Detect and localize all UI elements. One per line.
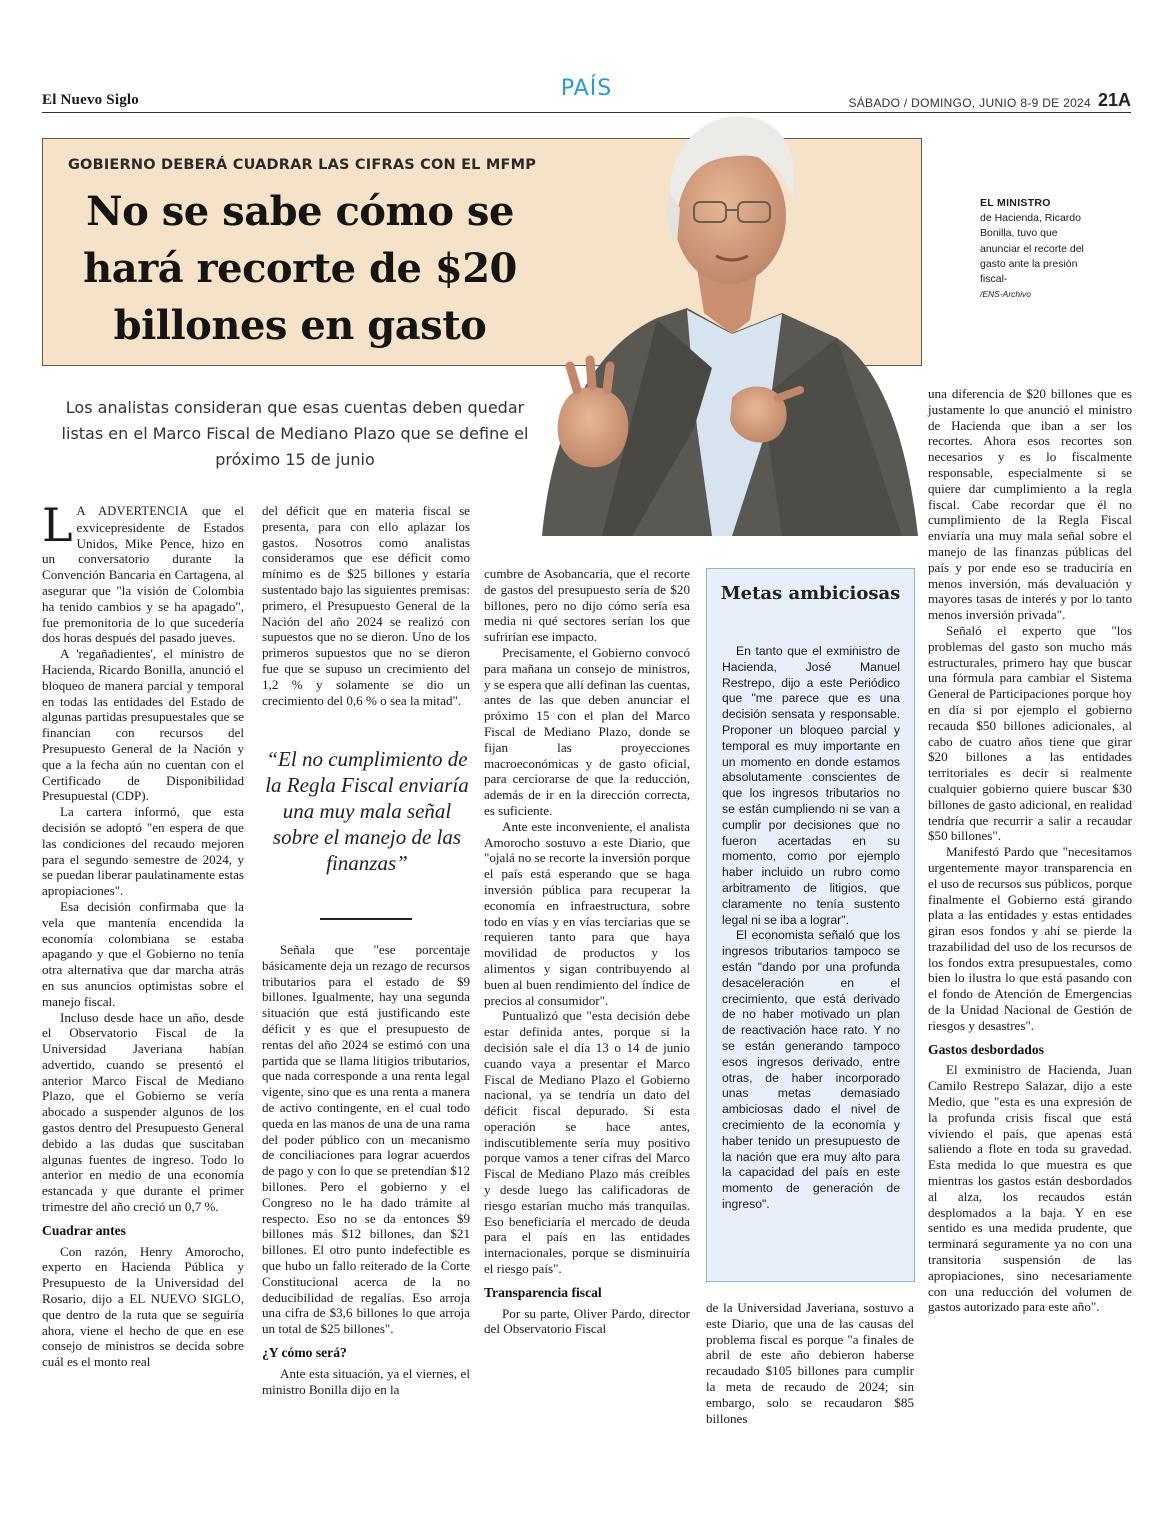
lead-caps: A ADVERTENCIA [76, 504, 189, 518]
paragraph: A 'regañadientes', el ministro de Hacienda, Ricardo Bonilla, anunció el bloqueo de manera parcial y temporal en todas las entidades del Estado de algunas partidas presupuestales que se financian con recursos del Presupuesto General de la Nación y que a la fecha aún no cuentan con el Certificado de Disponibilidad Presupuestal (CDP). [42, 646, 244, 804]
column-2-bottom [262, 942, 470, 1397]
paragraph: La cartera informó, que esta decisión se adoptó "en espera de que las condiciones del recaudo mejoren para el segundo semestre de 2024, y se puedan liberar paulatinamente estas apropiaciones". [42, 804, 244, 899]
page-number: 21A [1097, 90, 1131, 110]
subhead: ¿Y cómo será? [262, 1344, 347, 1360]
subhead: Cuadrar antes [42, 1222, 126, 1238]
paragraph: Esa decisión confirmaba que la vela que mantenía encendida la economía colombiana se estaba apagando y que el Gobierno no tenía otra alternativa que dar marcha atrás en sus anuncios optimistas sobre el manejo fiscal. [42, 898, 244, 1009]
subhead: Transparencia fiscal [484, 1284, 602, 1300]
paragraph: Con razón, Henry Amorocho, experto en Hacienda Pública y Presupuesto de la Universidad del Rosario, dijo a EL NUEVO SIGLO, que dentro de la ruta que se seguiría ahora, viene el hecho de que en ese consejo de ministros se decida sobre cuál es el monto real [42, 1243, 244, 1370]
paragraph: Manifestó Pardo que "necesitamos urgentemente mayor transparencia en el uso de recursos sus públicos, porque finalmente el Gobierno está girando plata a las entidades y estas entidades giran esos fondos y ahí se pierde la trazabilidad del uso de los recursos de los fondos extra presupuestales, como bien lo ilustra lo que está pasando con el fondo de Atención de Emergencias de la Unidad Nacional de Gestión de riesgos y desastres". [928, 844, 1133, 1033]
column-4-bottom [706, 1300, 914, 1426]
headline: No se sabe cómo se hará recorte de $20 billones en gasto [83, 188, 517, 349]
paragraph: Señala que "ese porcentaje básicamente deja un rezago de recursos tributarios para el estado de $9 billones. Igualmente, hay una segunda situación que está justificando este déficit y es que el presupuesto de rentas del año 2024 se estimó con una partida que se llama litigios tributarios, que nada corresponde a una renta legal vigente, sino que es una renta a manera de activo contingente, en el cual todo queda en las manos de una de una rama del poder público con un mecanismo de conciliaciones para lograr acuerdos de pago y con lo que se pretendían $12 billones. Pero el gobierno y el Congreso no le ha dado trámite al respecto. Eso no se da entonces $9 billones más $12 billones, dan $21 billones. El otro punto indefectible es que hubo un fallo reiterado de la Corte Constitucional acerca de la no deducibilidad de regalías. Eso arroja una cifra de $3,6 billones lo que arroja un total de $25 billones". [262, 942, 470, 1337]
caption-text: de Hacienda, Ricardo Bonilla, tuvo que anunciar el recorte del gasto ante la presión fiscal- [980, 212, 1084, 286]
column-1 [42, 498, 244, 1370]
paragraph: Ante este inconveniente, el analista Amorocho sostuvo a este Diario, que "ojalá no se recorte la inversión porque el país está esperando que se haga inversión pública para recuperar la economía en infraestructura, sobre todo en vías y en vías terciarias que se requieren tanto para que haya movilidad de productos y los alimentos y sigan contribuyendo al buen al buen rendimiento del índice de precios al consumidor". [484, 818, 690, 1008]
paragraph: Precisamente, el Gobierno convocó para mañana un consejo de ministros, y se espera que allí definan las cuentas, antes de las que deben anunciar el próximo 15 con el plan del Marco Fiscal de Mediano Plazo, donde se fijan las proyecciones macroeconómicas y de gasto oficial, para cerciorarse de que la reducción, además de ir en la dirección correcta, es suficiente. [484, 644, 690, 818]
kicker: GOBIERNO DEBERÁ CUADRAR LAS CIFRAS CON EL MFMP [67, 157, 537, 173]
drop-cap: L [42, 498, 73, 552]
paragraph [42, 498, 244, 646]
paragraph: El economista señaló que los ingresos tributarios tampoco se están "dando por una profunda desaceleración en el crecimiento, que está derivado de no haber motivado un plan de reactivación hace rato. Y no se están generando tampoco esos ingresos derivado, entre otras, de haber incorporado unas metas demasiado ambiciosas dado el nivel de crecimiento de la economía y haber tenido un presupuesto de la nación que era muy alto para la capacidad del país en este momento de generación de ingreso". [722, 928, 900, 1211]
pull-quote-rule [320, 918, 412, 920]
minister-photo [482, 98, 918, 536]
paragraph: Puntualizó que "esta decisión debe estar definida antes, porque si la decisión sale el día 13 o 14 de junio cuando vaya a presentar el Marco Fiscal de Mediano Plazo el Gobierno nacional, ya se tendría un dato del déficit fiscal depurado. Si esta operación se hace antes, indiscutiblemente sería muy positivo porque vamos a tener cifras del Marco Fiscal de Mediano Plazo más creíbles y desde luego las calificadoras de riesgo estarían mucho más tranquilas. Eso beneficiaría el mercado de deuda para el país en las entidades internacionales, porque se disminuiría el riesgo país". [484, 1008, 690, 1277]
paragraph-text: que el exvicepresidente de Estados Unidos, Mike Pence, hizo en un conversatorio durante la Convención Bancaria en Cartagena, al asegurar que "la visión de Colombia ha tenido cambios y se ha apagado", fue premonitoria de lo que sucedería dos horas después del pasado jueves. [42, 503, 244, 646]
paragraph: de la Universidad Javeriana, sostuvo a este Diario, que una de las causas del problema fiscal es porque "a finales de abril de este año debieron haberse recaudado $105 billones para cumplir la meta de recaudo de 2024; sin embargo, solo se recaudaron $85 billones [706, 1300, 914, 1426]
deck: Los analistas consideran que esas cuentas deben quedar listas en el Marco Fiscal de Mediano Plazo que se define el próximo 15 de junio [61, 398, 529, 469]
paragraph: El exministro de Hacienda, Juan Camilo Restrepo Salazar, dijo a este Medio, que "esta es una expresión de la profunda crisis fiscal que está viviendo el país, que apenas está saliendo a flote en toda su gravedad. Esta medida lo que muestra es que mientras los gastos están desbordados al alza, los recaudos están desplomados a la baja. Y en ese sentido es una medida prudente, que terminará seguramente ya no con una transitoria suspensión de las apropiaciones, sino necesariamente con una reducción del volumen de gastos autorizado para este año". [928, 1062, 1132, 1315]
section-name: PAÍS [560, 76, 613, 101]
photo-caption [980, 196, 1100, 302]
column-2-top [262, 503, 470, 708]
paragraph: del déficit que en materia fiscal se presenta, para con ello aplazar los gastos. Nosotros como analistas consideramos que ese déficit como mínimo es de $25 billones y estaría sustentado bajo las siguientes premisas: primero, el Presupuesto General de la Nación del año 2024 se realizó con supuestos que no se dieron. Uno de los primeros supuestos que no se dieron fue que se supuso un crecimiento del 1,2 % y solamente se dio un crecimiento del 0,6 % o sea la mitad". [262, 503, 471, 708]
issue-date: SÁBADO / DOMINGO, JUNIO 8-9 DE 2024 [848, 96, 1091, 110]
masthead: El Nuevo Siglo [42, 92, 139, 108]
paragraph: Por su parte, Oliver Pardo, director del Observatorio Fiscal [484, 1305, 690, 1337]
column-3 [484, 566, 690, 1337]
column-5 [928, 386, 1132, 1315]
paragraph: En tanto que el exministro de Hacienda, José Manuel Restrepo, dijo a este Periódico que "me parece que es una decisión sensata y responsable. Proponer un bloqueo parcial y temporal es muy importante en un momento en donde estamos absolutamente conscientes de que los ingresos tributarios no se están cumpliendo ni se van a cumplir por decisiones que no fueron acertadas en su momento, como por ejemplo haber incluido un rubro como arbitramento de litigios, que claramente no tenía sustento legal ni se iba a lograr". [722, 644, 900, 927]
caption-credit: /ENS-Archivo [980, 289, 1032, 300]
paragraph: Incluso desde hace un año, desde el Observatorio Fiscal de la Universidad Javeriana habían advertido, cuando se presentó el anterior Marco Fiscal de Mediano Plazo, que el Gobierno se vería abocado a suspender algunos de los gastos dentro del Presupuesto General debido a las dudas que suscitaban algunas fuentes de ingreso. Todo lo anterior en medio de una economía estancada y que durante el primer trimestre del año creció un 0,7 %. [42, 1009, 244, 1215]
paragraph: cumbre de Asobancaria, que el recorte de gastos del presupuesto sería de $20 billones, pero no dijo cómo sería esa media ni qué sectores serían los que sufrirían ese impacto. [484, 566, 690, 645]
paragraph: Ante esta situación, ya el viernes, el ministro Bonilla dijo en la [262, 1365, 470, 1397]
sidebar-title: Metas ambiciosas [720, 583, 901, 604]
paragraph: Señaló el experto que "los problemas del gasto son mucho más estructurales, primero hay que buscar una fórmula para cambiar el Sistema General de Participaciones porque hoy en día si por ejemplo el gobierno recauda $50 billones adicionales, al cabo de cuatro años tiene que girar $20 billones a las entidades territoriales es decir si realmente cualquier gobierno quiere buscar $30 billones de gasto adicional, en realidad tendría que recurrir a salir a recaudar $50 billones". [928, 622, 1132, 844]
caption-lead: EL MINISTRO [980, 197, 1051, 209]
pull-quote: “El no cumplimiento de la Regla Fiscal enviaría una muy mala señal sobre el manejo de las finanzas” [265, 747, 469, 875]
subhead: Gastos desbordados [928, 1041, 1044, 1057]
paragraph: una diferencia de $20 billones que es justamente lo que anunció el ministro de Hacienda que iban a ser los recortes. Ahora esos recortes son necesarios y es lo fiscalmente responsable, especialmente si se quiere dar cumplimiento a la regla fiscal. Cabe recordar que él no cumplimiento de la Regla Fiscal enviaría una muy mala señal sobre el manejo de las finanzas públicas del país y por ende eso se traduciría en menos inversión, más devaluación y mayores tasas de interés y por lo tanto menos inversión privada". [928, 386, 1132, 623]
sidebar-text [722, 644, 900, 1213]
